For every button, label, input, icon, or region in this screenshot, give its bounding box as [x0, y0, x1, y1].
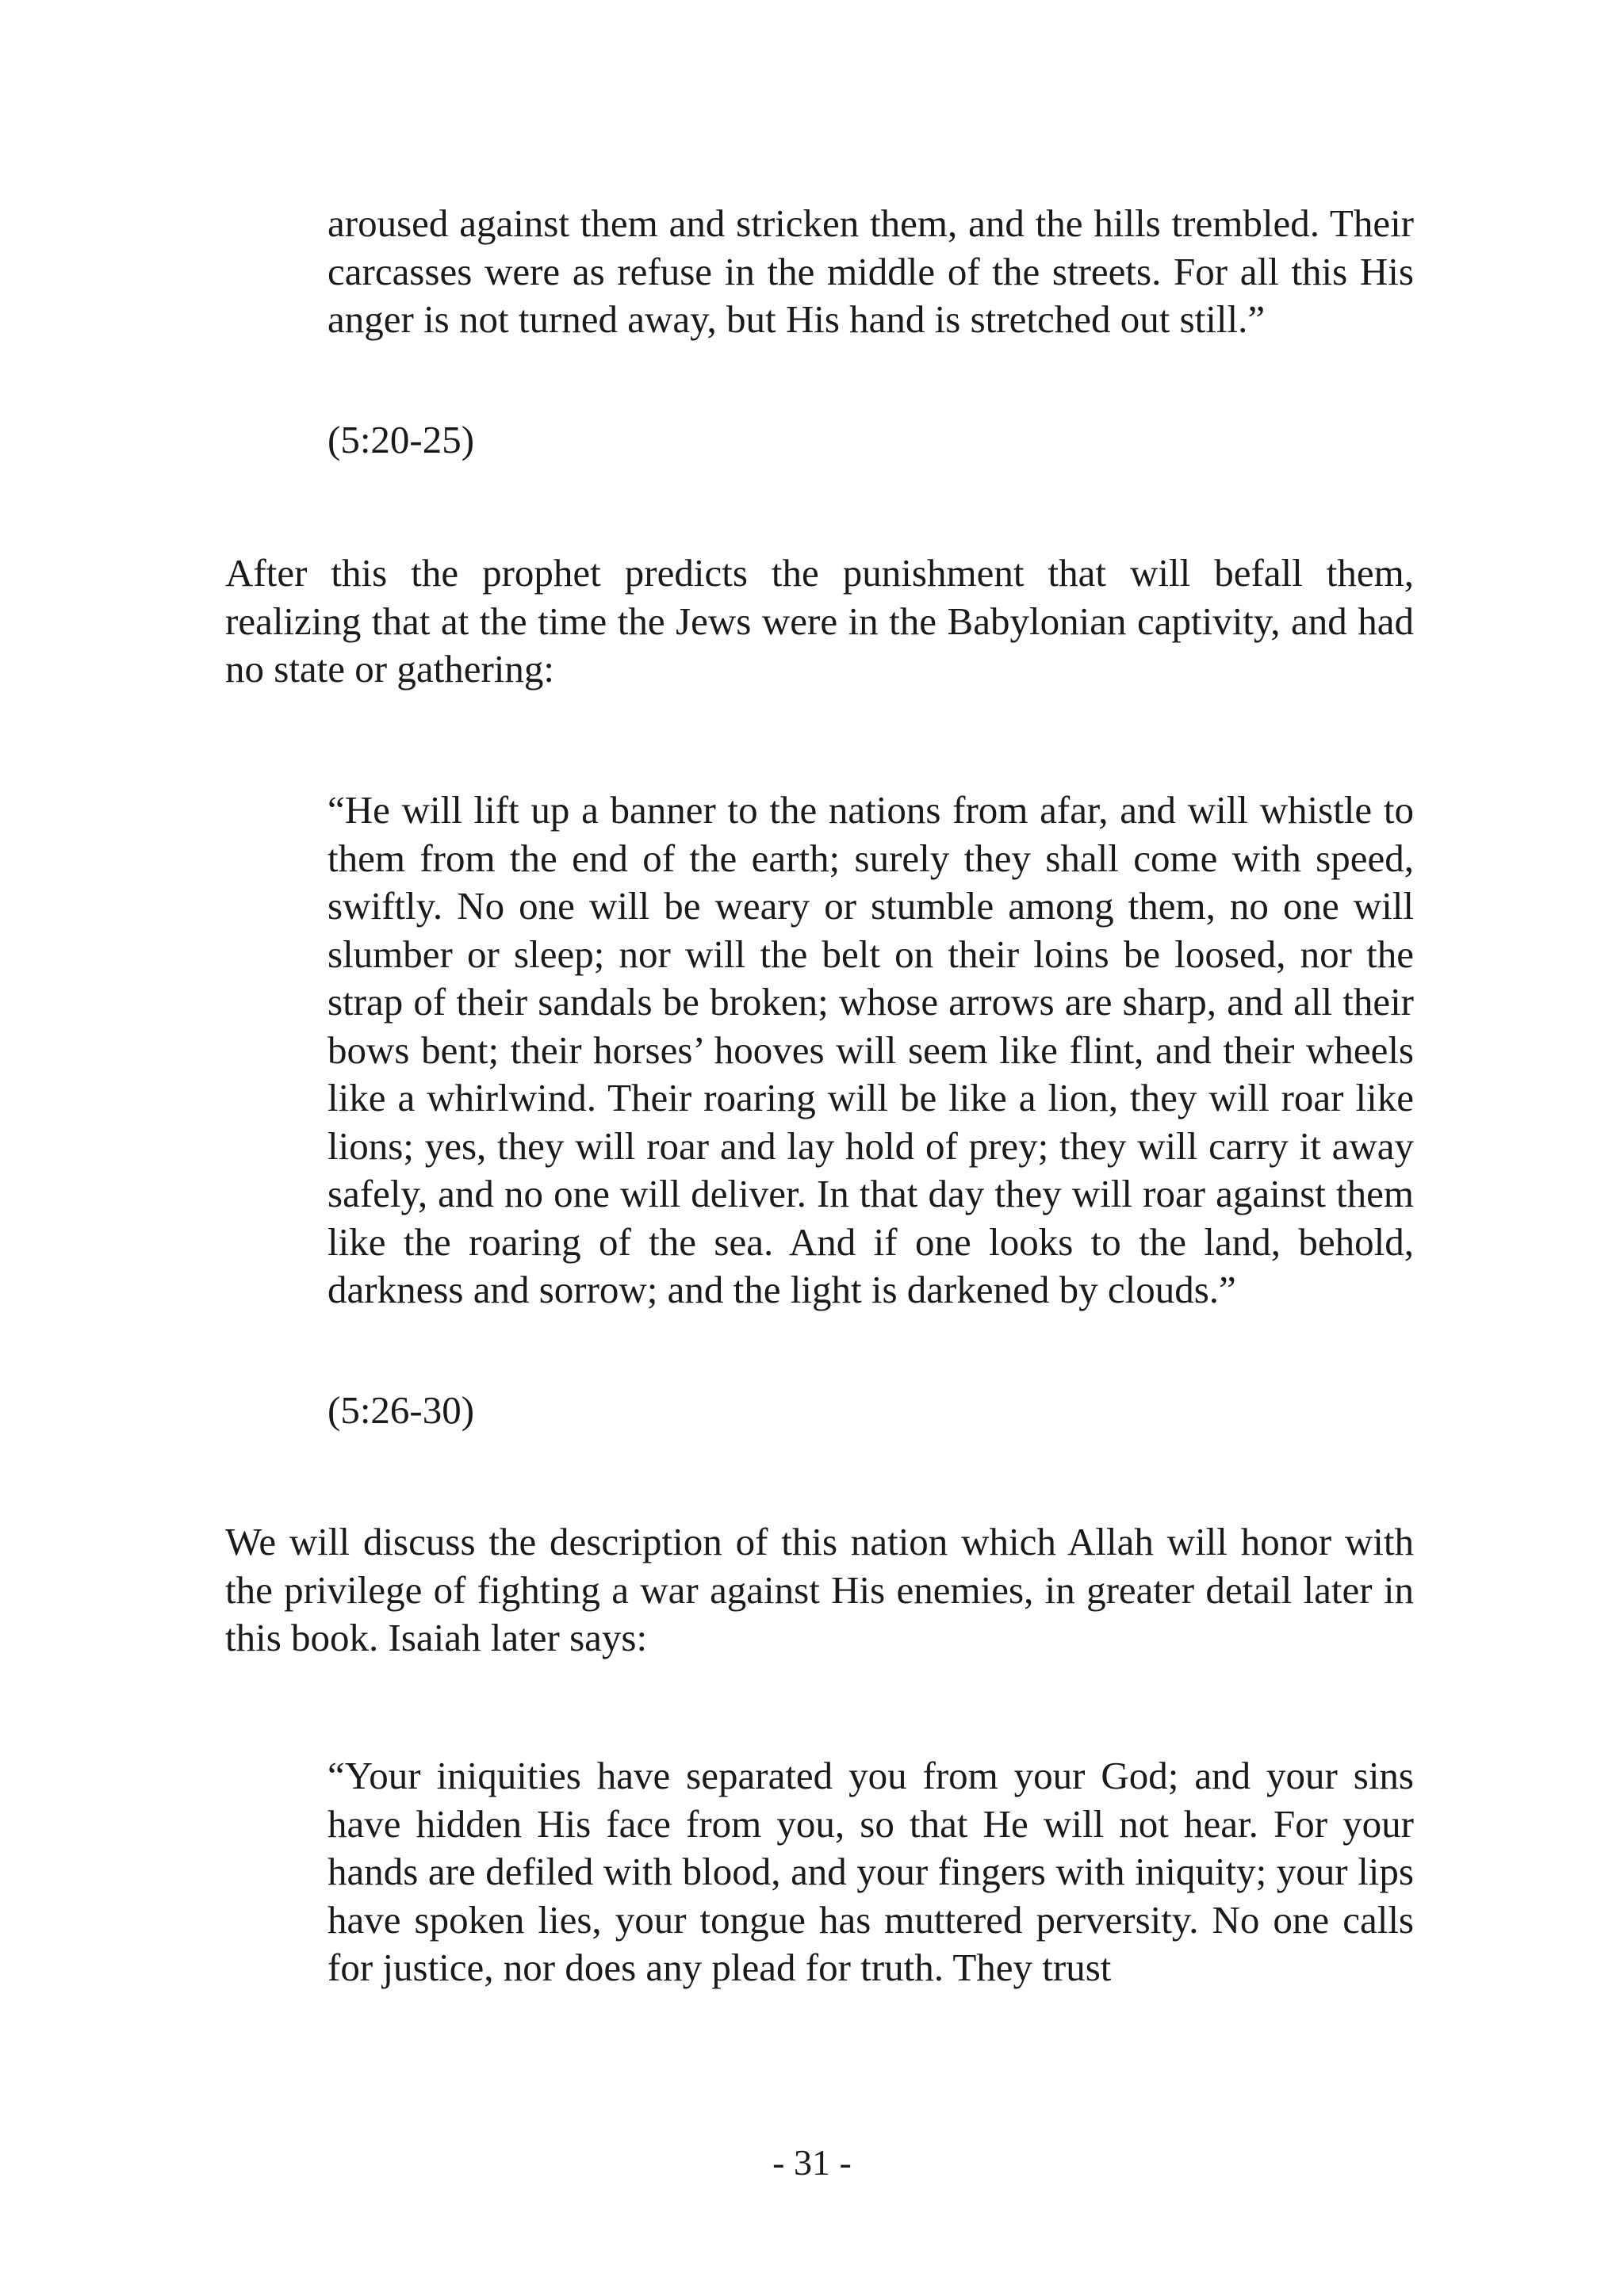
body-paragraph-1: After this the prophet predicts the punishment that will befall them, realizing that at the time the Jews were in the Babylonian captivity, and had no state or gathering:	[225, 551, 1414, 691]
body-paragraph-2: We will discuss the description of this nation which Allah will honor with the privilege of fighting a war against His enemies, in greater detail later in this book. Isaiah later says:	[225, 1520, 1414, 1659]
citation-1: (5:20-25)	[327, 418, 475, 461]
block-quote-2: “He will lift up a banner to the nations from afar, and will whistle to them from the end of the earth; surely they shall come with speed, swiftly. No one will be weary or stumble among them, no one will slumber or sleep; nor will the belt on their loins be loosed, nor the strap of their sandals be broken; whose arrows are sharp, and all their bows bent; their horses’ hooves will seem like flint, and their wheels like a whirlwind. Their roaring will be like a lion, they will roar like lions; yes, they will roar and lay hold of prey; they will carry it away safely, and no one will deliver. In that day they will roar against them like the roaring of the sea. And if one looks to the land, behold, darkness and sorrow; and the light is darkened by clouds.”	[327, 788, 1414, 1311]
block-quote-3: “Your iniquities have separated you from your God; and your sins have hidden His face from you, so that He will not hear. For your hands are defiled with blood, and your fingers with iniquity; your lips have spoken lies, your tongue has muttered perversity. No one calls for justice, nor does any plead for truth. They trust	[327, 1754, 1414, 1989]
citation-2: (5:26-30)	[327, 1388, 475, 1432]
page-number: - 31 -	[772, 2142, 852, 2183]
block-quote-1: aroused against them and stricken them, and the hills trembled. Their carcasses were as refuse in the middle of the streets. For all this His anger is not turned away, but His hand is stretched out still.”	[327, 201, 1414, 341]
